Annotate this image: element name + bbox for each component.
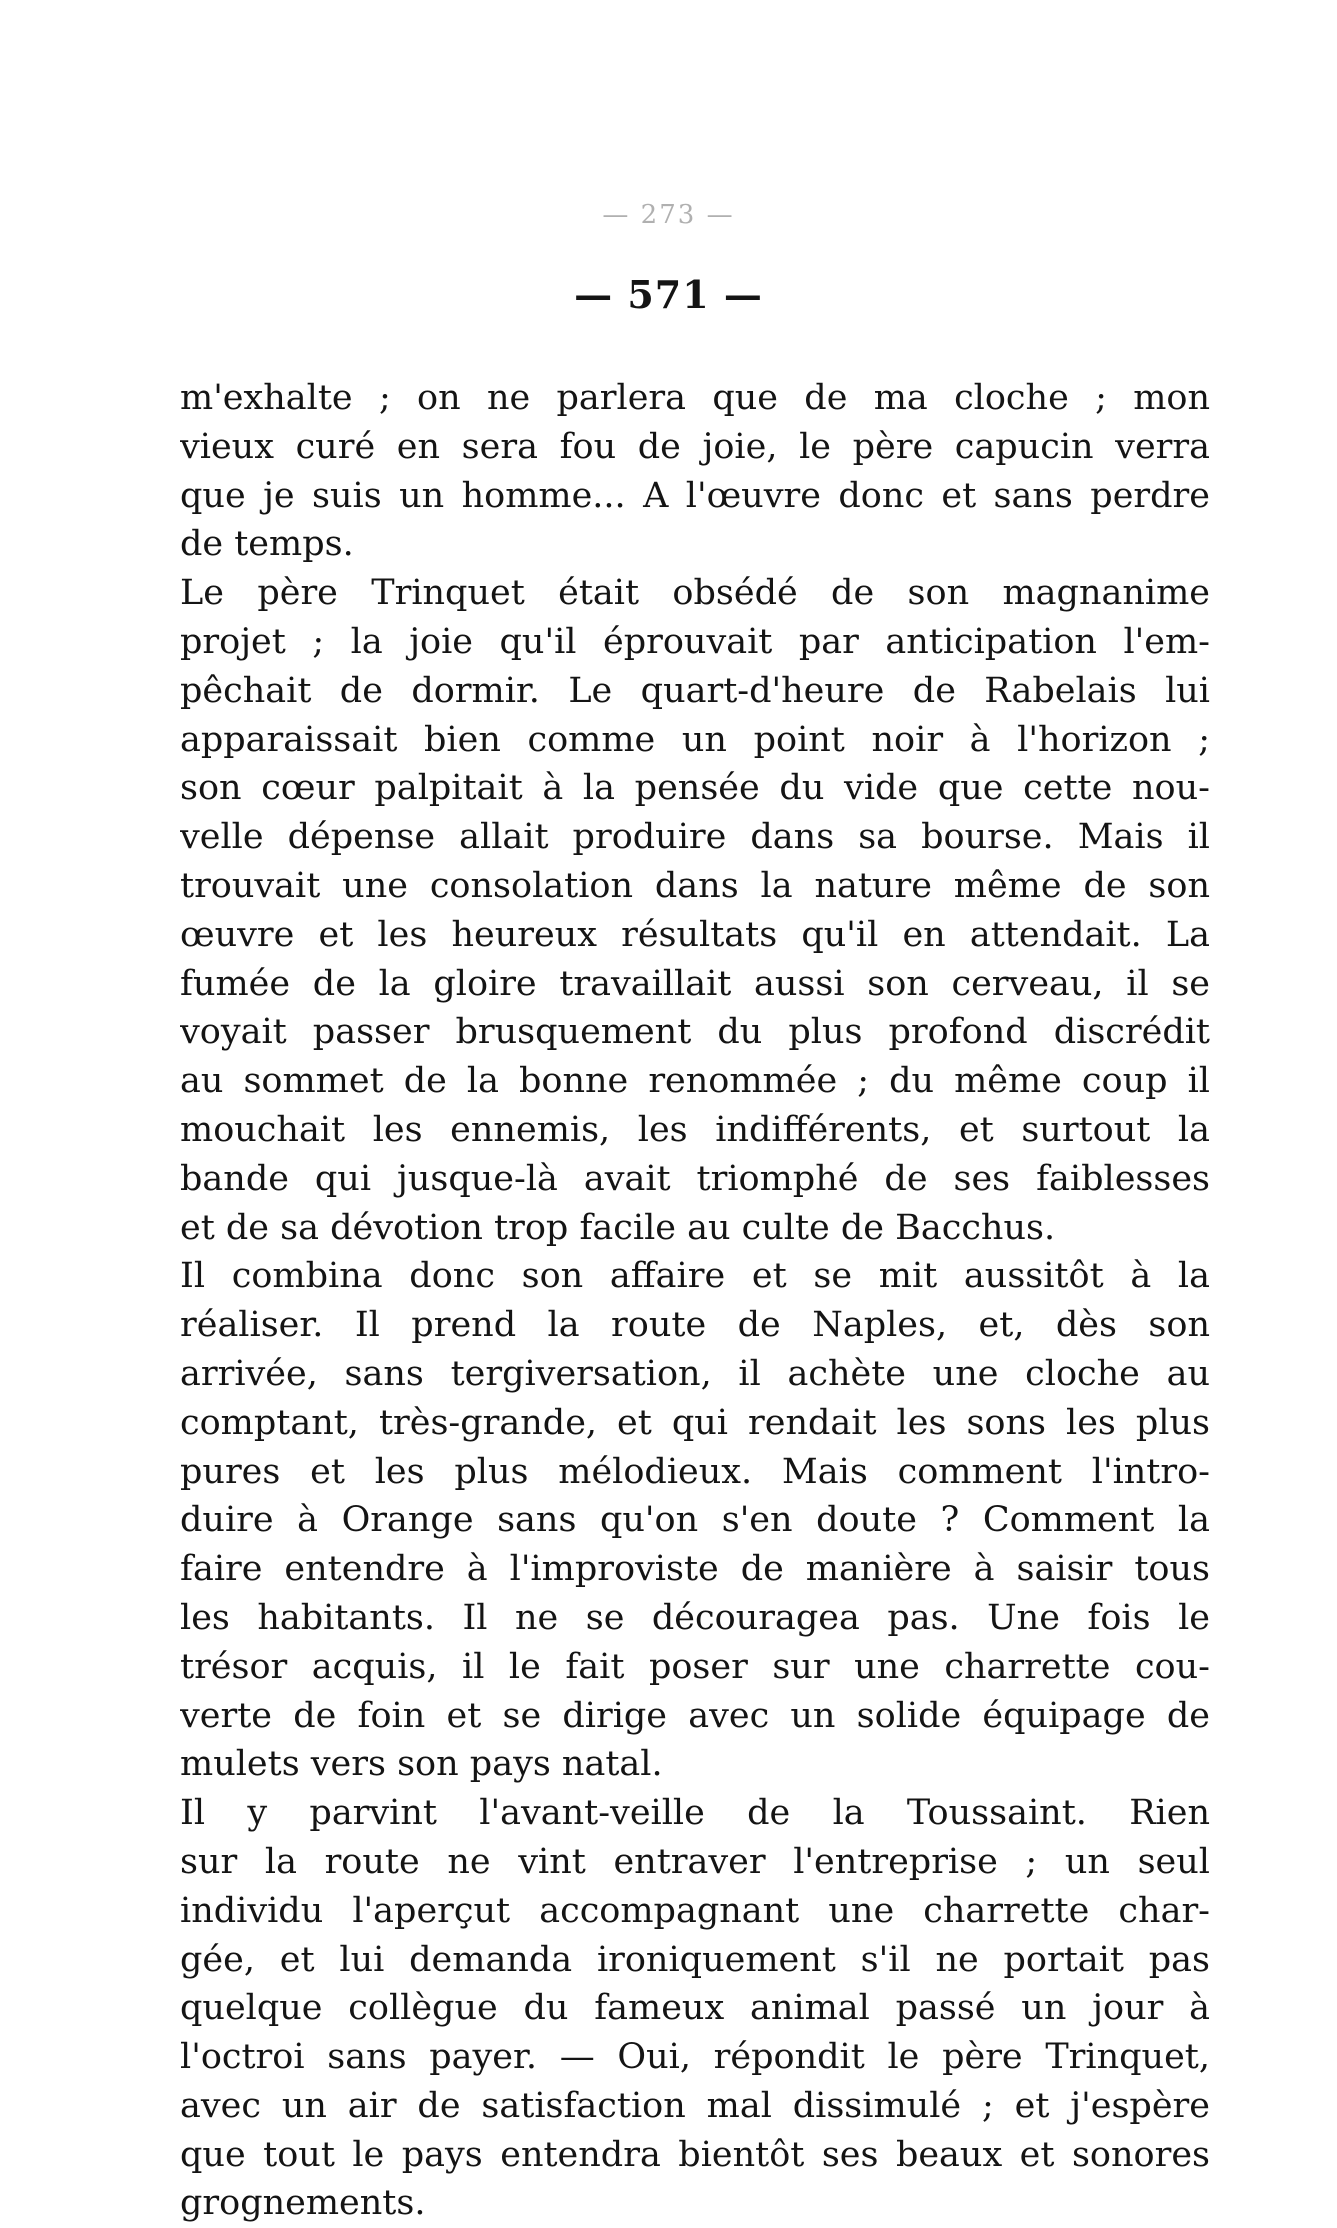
text-line: arrivée, sans tergiversation, il achète une cloche au xyxy=(180,1353,1210,1394)
text-line: Il y parvint l'avant-veille de la Toussaint. Rien xyxy=(180,1793,1210,1834)
text-line: Il combina donc son affaire et se mit aussitôt à la xyxy=(180,1256,1210,1297)
text-line: quelque collègue du fameux animal passé un jour à xyxy=(180,1988,1210,2029)
text-line: vieux curé en sera fou de joie, le père capucin verra xyxy=(180,426,1210,467)
text-line: de temps. xyxy=(180,524,354,565)
text-line: mulets vers son pays natal. xyxy=(180,1744,663,1785)
text-line: gée, et lui demanda ironiquement s'il ne portait pas xyxy=(180,1939,1210,1980)
text-line: bande qui jusque-là avait triomphé de ses faiblesses xyxy=(180,1158,1210,1199)
text-line: trouvait une consolation dans la nature même de son xyxy=(180,865,1210,906)
text-line: apparaissait bien comme un point noir à l'horizon ; xyxy=(180,719,1210,760)
text-line: réaliser. Il prend la route de Naples, et, dès son xyxy=(180,1305,1210,1346)
text-line: pêchait de dormir. Le quart-d'heure de Rabelais lui xyxy=(180,670,1210,711)
text-line: avec un air de satisfaction mal dissimulé ; et j'espère xyxy=(180,2085,1210,2126)
text-line: velle dépense allait produire dans sa bourse. Mais il xyxy=(180,817,1210,858)
text-line: duire à Orange sans qu'on s'en doute ? Comment la xyxy=(180,1500,1210,1541)
text-line: les habitants. Il ne se découragea pas. Une fois le xyxy=(180,1597,1210,1638)
text-line: et de sa dévotion trop facile au culte de Bacchus. xyxy=(180,1207,1056,1248)
body-text xyxy=(180,374,1210,2228)
text-line: voyait passer brusquement du plus profond discrédit xyxy=(180,1012,1210,1053)
text-line: Le père Trinquet était obsédé de son magnanime xyxy=(180,573,1210,614)
text-line: œuvre et les heureux résultats qu'il en attendait. La xyxy=(180,914,1210,955)
text-line: trésor acquis, il le fait poser sur une charrette cou- xyxy=(180,1646,1210,1687)
text-line: pures et les plus mélodieux. Mais comment l'intro- xyxy=(180,1451,1210,1492)
text-line: sur la route ne vint entraver l'entreprise ; un seul xyxy=(180,1841,1210,1882)
text-line: au sommet de la bonne renommée ; du même coup il xyxy=(180,1061,1210,1102)
text-line: fumée de la gloire travaillait aussi son cerveau, il se xyxy=(180,963,1210,1004)
text-line: son cœur palpitait à la pensée du vide que cette nou- xyxy=(180,768,1210,809)
text-line: que tout le pays entendra bientôt ses beaux et sonores xyxy=(180,2134,1210,2175)
text-line: comptant, très-grande, et qui rendait les sons les plus xyxy=(180,1402,1210,1443)
faint-page-number: — 273 — xyxy=(602,200,735,230)
text-line: l'octroi sans payer. — Oui, répondit le père Trinquet, xyxy=(180,2037,1210,2078)
text-line: projet ; la joie qu'il éprouvait par anticipation l'em- xyxy=(180,621,1210,662)
text-line: m'exhalte ; on ne parlera que de ma cloche ; mon xyxy=(180,378,1210,418)
page-number: — 571 — xyxy=(574,272,763,317)
text-line: grognements. xyxy=(180,2183,426,2224)
text-line: verte de foin et se dirige avec un solide équipage de xyxy=(180,1695,1210,1736)
text-line: que je suis un homme... A l'œuvre donc et sans perdre xyxy=(180,475,1210,516)
text-line: mouchait les ennemis, les indifférents, et surtout la xyxy=(180,1109,1210,1150)
text-line: faire entendre à l'improviste de manière à saisir tous xyxy=(180,1549,1210,1590)
text-line: individu l'aperçut accompagnant une charrette char- xyxy=(180,1890,1210,1931)
